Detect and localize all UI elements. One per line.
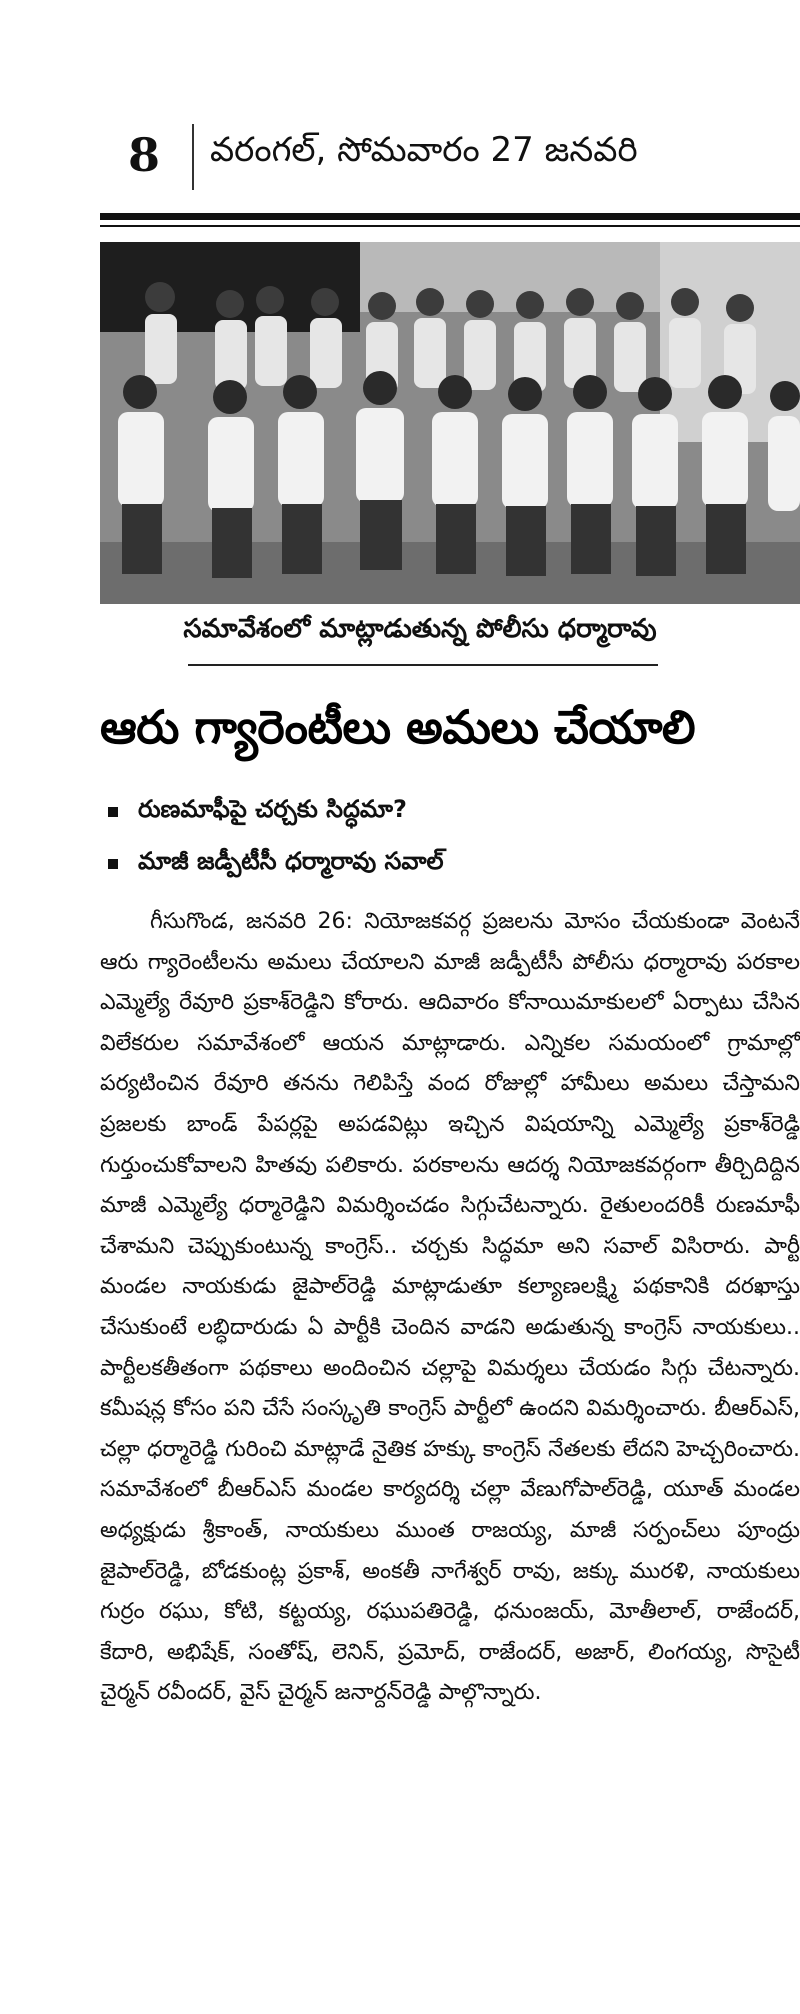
news-photo bbox=[100, 242, 800, 604]
subheadline-item bbox=[108, 786, 798, 838]
subheadline-item bbox=[108, 838, 798, 890]
subheadline-list bbox=[108, 786, 798, 890]
caption-underline bbox=[188, 664, 658, 666]
bullet-square-icon bbox=[108, 807, 118, 817]
article-headline: ఆరు గ్యారెంటీలు అమలు చేయాలి bbox=[100, 700, 696, 754]
masthead-rule-thin bbox=[100, 225, 800, 227]
dateline: వరంగల్, సోమవారం 27 జనవరి bbox=[210, 130, 638, 170]
masthead bbox=[0, 0, 800, 230]
article-body: గీసుగొండ, జనవరి 26: నియోజకవర్గ ప్రజలను మోసం చేయకుండా వెంటనే ఆరు గ్యారెంటీలను అమలు చేయాలని మాజీ జడ్పీటీసీ పోలీసు ధర్మారావు పరకాల ఎమ్మెల్యే రేవూరి ప్రకాశ్‌రెడ్డిని కోరారు. ఆదివారం కోనాయిమాకులలో ఏర్పాటు చేసిన విలేకరుల సమావేశంలో ఆయన మాట్లాడారు. ఎన్నికల సమయంలో గ్రామాల్లో పర్యటించిన రేవూరి తనను గెలిపిస్తే వంద రోజుల్లో హామీలు అమలు చేస్తామని ప్రజలకు బాండ్ పేపర్లపై అపడవిట్లు ఇచ్చిన విషయాన్ని ఎమ్మెల్యే ప్రకాశ్‌రెడ్డి గుర్తుంచుకోవాలని హితవు పలికారు. పరకాలను ఆదర్శ నియోజకవర్గంగా తీర్చిదిద్దిన మాజీ ఎమ్మెల్యే ధర్మారెడ్డిని విమర్శించడం సిగ్గుచేటన్నారు. రైతులందరికీ రుణమాఫీ చేశామని చెప్పుకుంటున్న కాంగ్రెస్.. చర్చకు సిద్ధమా అని సవాల్ విసిరారు. పార్టీ మండల నాయకుడు జైపాల్‌రెడ్డి మాట్లాడుతూ కల్యాణలక్ష్మి పథకానికి దరఖాస్తు చేసుకుంటే లబ్ధిదారుడు ఏ పార్టీకి చెందిన వాడని అడుతున్న కాంగ్రెస్ నాయకులు.. పార్టీలకతీతంగా పథకాలు అందించిన చల్లాపై విమర్శలు చేయడం సిగ్గు చేటన్నారు. కమీషన్ల కోసం పని చేసే సంస్కృతి కాంగ్రెస్ పార్టీలో ఉందని విమర్శించారు. బీఆర్ఎస్, చల్లా ధర్మారెడ్డి గురించి మాట్లాడే నైతిక హక్కు కాంగ్రెస్ నేతలకు లేదని హెచ్చరించారు. సమావేశంలో బీఆర్ఎస్ మండల కార్యదర్శి చల్లా వేణుగోపాల్‌రెడ్డి, యూత్ మండల అధ్యక్షుడు శ్రీకాంత్, నాయకులు ముంత రాజయ్య, మాజీ సర్పంచ్‌లు పూంద్రు జైపాల్‌రెడ్డి, బోడకుంట్ల ప్రకాశ్, అంకతీ నాగేశ్వర్ రావు, జక్కు మురళి, నాయకులు గుర్రం రఘు, కోటి, కట్టయ్య, రఘుపతిరెడ్డి, ధనుంజయ్, మోతీలాల్, రాజేందర్, కేదారి, అభిషేక్, సంతోష్, లెనిన్, ప్రమోద్, రాజేందర్, అజార్, లింగయ్య, సొసైటీ చైర్మన్ రవీందర్, వైస్ చైర్మన్ జనార్దన్‌రెడ్డి పాల్గొన్నారు. bbox=[100, 909, 800, 1706]
group-photo-illustration bbox=[100, 242, 800, 604]
subheadline-text: రుణమాఫీపై చర్చకు సిద్ధమా? bbox=[138, 795, 407, 823]
masthead-separator bbox=[192, 124, 194, 190]
page-number: 8 bbox=[128, 128, 161, 182]
photo-caption: సమావేశంలో మాట్లాడుతున్న పోలీసు ధర్మారావు bbox=[183, 614, 657, 644]
bullet-square-icon bbox=[108, 859, 118, 869]
masthead-rule-thick bbox=[100, 213, 800, 220]
subheadline-text: మాజీ జడ్పీటీసీ ధర్మారావు సవాల్ bbox=[138, 847, 444, 875]
